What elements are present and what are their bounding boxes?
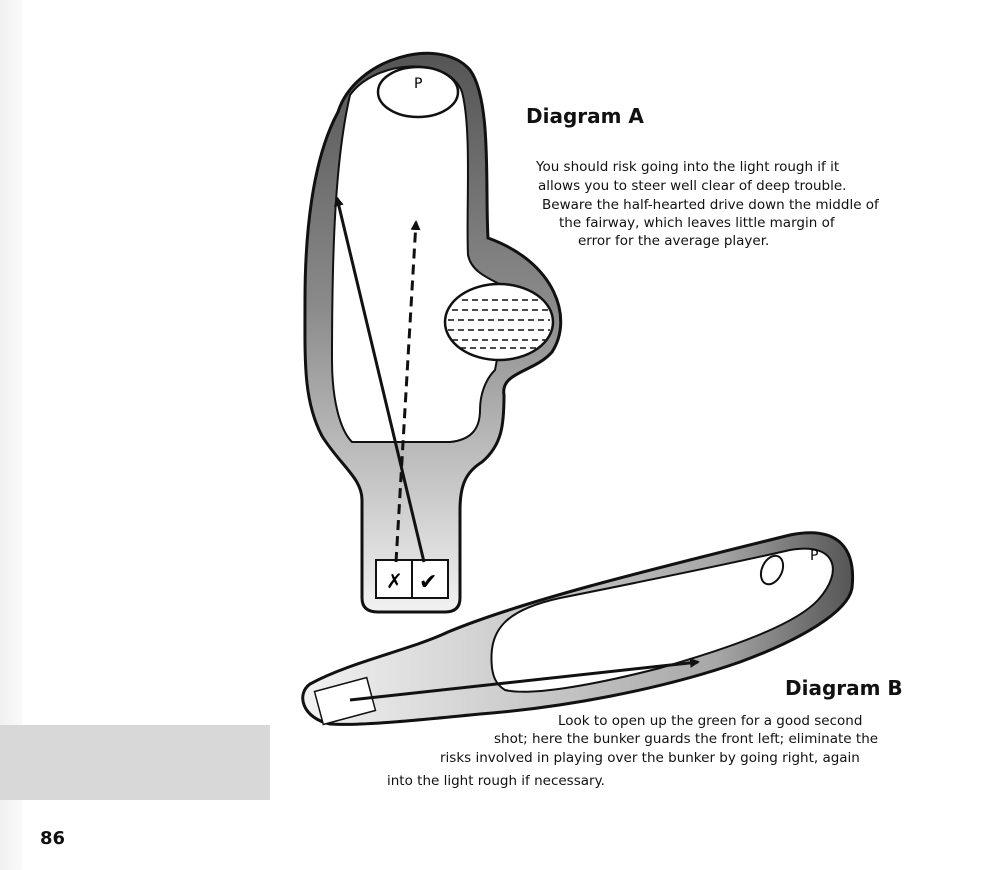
diagram-a-caption-line: allows you to steer well clear of deep trouble. (538, 178, 847, 194)
diagram-a-caption-line: Beware the half-hearted drive down the middle of (542, 197, 879, 213)
page-number: 86 (40, 828, 66, 849)
diagram-a-green (378, 67, 458, 117)
diagram-a-caption-line: You should risk going into the light rough if it (536, 159, 840, 175)
diagram-a-water-hazard (445, 284, 553, 360)
diagram-a-hole (305, 53, 561, 612)
diagram-b-green-flag: P (810, 548, 819, 564)
diagram-b-caption-line: Look to open up the green for a good second (558, 713, 863, 729)
diagram-a-tee-mark-wrong: ✗ (386, 569, 403, 593)
diagram-b-title: Diagram B (785, 676, 903, 700)
diagram-a-caption-line: the fairway, which leaves little margin of (559, 215, 835, 231)
diagram-b-caption-line: shot; here the bunker guards the front left; eliminate the (494, 731, 879, 747)
diagram-a-green-flag: P (414, 76, 423, 92)
diagram-b-caption-line: risks involved in playing over the bunker by going right, again (440, 750, 860, 766)
diagram-a-title: Diagram A (526, 104, 644, 128)
diagram-b-caption-line: into the light rough if necessary. (387, 773, 605, 789)
diagram-a-tee-mark-right: ✔ (419, 570, 438, 595)
diagram-a-caption-line: error for the average player. (578, 233, 770, 249)
